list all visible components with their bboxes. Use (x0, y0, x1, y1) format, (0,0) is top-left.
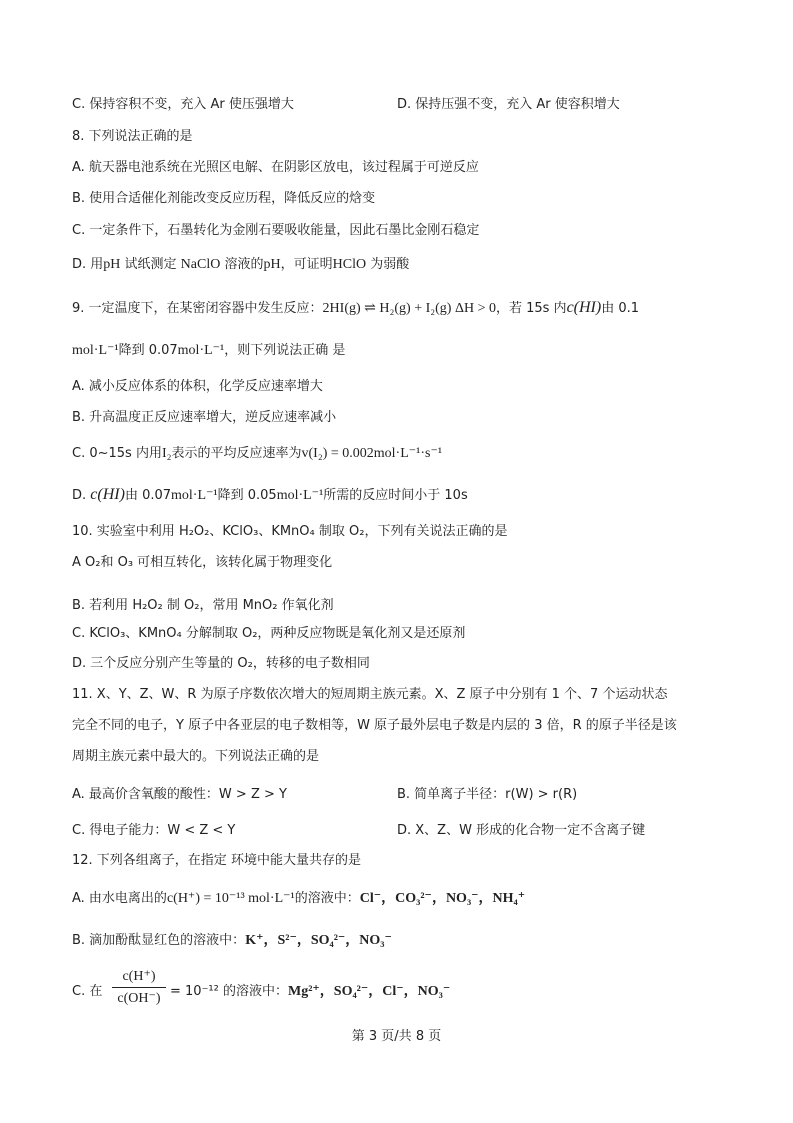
q8-d-mid1: 试纸测定 (120, 257, 181, 272)
q11-option-d: D. X、Z、W 形成的化合物一定不含离子键 (397, 823, 646, 838)
q12-option-c (170, 983, 450, 1001)
q9-c-mid: 表示的平均反应速率为 (171, 446, 302, 461)
q9-c-rate: v(I₂) = 0.002mol·L⁻¹·s⁻¹ (301, 446, 443, 461)
q12-c-ions: Mg²⁺，SO₄²⁻，Cl⁻，NO₃⁻ (287, 984, 451, 999)
q11-stem-line3: 周期主族元素中最大的。下列说法正确的是 (72, 749, 320, 764)
q8-d-ph2: pH (263, 257, 281, 272)
q11-option-b: B. 简单离子半径：r(W) > r(R) (397, 787, 578, 802)
q12-option-b (72, 932, 392, 950)
q12-option-a (72, 890, 525, 908)
q12-stem: 12. 下列各组离子，在指定 环境中能大量共存的是 (72, 853, 361, 868)
q9-option-c (72, 445, 442, 463)
q9-d-end: 所需的反应时间小于 10s (323, 488, 468, 503)
q8-option-c: C. 一定条件下，石墨转化为金刚石要吸收能量，因此石墨比金刚石稳定 (72, 223, 480, 238)
q9-option-a: A. 减小反应体系的体积，化学反应速率增大 (72, 379, 323, 394)
q11-stem-line2: 完全不同的电子，Y 原子中各亚层的电子数相等，W 原子最外层电子数是内层的 3 倍，R 的原子半径是该 (72, 718, 677, 733)
q12-a-mid: 的溶液中： (294, 891, 360, 906)
q8-option-b: B. 使用合适催化剂能改变反应历程，降低反应的焓变 (72, 191, 376, 206)
q8-d-hclo: HClO (332, 257, 367, 272)
q8-option-d (72, 256, 409, 274)
q9-line2-mid: 降到 0.07 (118, 343, 178, 358)
fraction-bar (112, 987, 166, 988)
q7-option-d: D. 保持压强不变，充入 Ar 使容积增大 (397, 97, 620, 112)
q8-d-naclo: NaClO (180, 257, 221, 272)
q12-option-c-pre: C. 在 (72, 984, 103, 999)
q8-d-pre: D. 用 (72, 257, 104, 272)
q9-unit1: mol·L⁻¹ (72, 343, 119, 358)
q9-stem-end: 由 0.1 (601, 301, 640, 316)
q8-d-end: 为弱酸 (366, 257, 410, 272)
q8-stem: 8. 下列说法正确的是 (72, 129, 193, 144)
q9-equation: 2HI(g) ⇌ H₂(g) + I₂(g) ΔH > 0 (322, 301, 496, 316)
q9-stem-mid: ，若 15s 内 (495, 301, 567, 316)
q11-stem-line1: 11. X、Y、Z、W、R 为原子序数依次增大的短周期主族元素。X、Z 原子中分别有 1 个、7 个运动状态 (72, 687, 668, 702)
q8-d-ph1: pH (103, 257, 121, 272)
q9-unit2: mol·L⁻¹ (177, 343, 225, 358)
q11-option-a: A. 最高价含氧酸的酸性：W > Z > Y (72, 787, 287, 802)
q11-option-c: C. 得电子能力：W < Z < Y (72, 823, 236, 838)
q12-c-val: = 10⁻¹² 的溶液中： (170, 984, 288, 999)
q9-d-unit2: mol·L⁻¹ (276, 488, 324, 503)
q9-d-unit1: mol·L⁻¹ (171, 488, 218, 503)
q10-option-a: A O₂和 O₃ 可相互转化，该转化属于物理变化 (72, 555, 333, 570)
q9-stem (72, 299, 639, 318)
q10-stem: 10. 实验室中利用 H₂O₂、KClO₃、KMnO₄ 制取 O₂，下列有关说法正确的是 (72, 524, 508, 539)
q9-d-mid2: 降到 0.05 (217, 488, 277, 503)
q12-b-pre: B. 滴加酚酞显红色的溶液中： (72, 933, 246, 948)
q9-d-c: c(HI) (90, 486, 125, 503)
q10-option-b: B. 若利用 H₂O₂ 制 O₂，常用 MnO₂ 作氧化剂 (72, 598, 334, 613)
q10-option-c: C. KClO₃、KMnO₄ 分解制取 O₂，两种反应物既是氧化剂又是还原剂 (72, 626, 466, 641)
q9-c-hi: c(HI) (566, 299, 602, 316)
q9-c-i2: I₂ (161, 446, 172, 461)
q9-option-d (72, 486, 468, 505)
q7-option-c: C. 保持容积不变，充入 Ar 使压强增大 (72, 97, 294, 112)
q12-a-pre: A. 由水电离出的 (72, 891, 167, 906)
q8-option-a: A. 航天器电池系统在光照区电解、在阴影区放电，该过程属于可逆反应 (72, 160, 479, 175)
q9-d-pre: D. (72, 488, 87, 503)
q8-d-mid3: ，可证明 (280, 257, 333, 272)
q9-c-pre: C. 0~15s 内用 (72, 446, 162, 461)
q12-c-numerator: c(H⁺) (122, 969, 156, 984)
q10-option-d: D. 三个反应分别产生等量的 O₂，转移的电子数相同 (72, 656, 370, 671)
q9-d-mid1: 由 0.07 (124, 488, 172, 503)
q9-line2-end: ，则下列说法正确 是 (224, 343, 346, 358)
q12-a-ions: Cl⁻，CO₃²⁻，NO₃⁻，NH₄⁺ (359, 891, 526, 906)
q8-d-mid2: 溶液的 (220, 257, 264, 272)
q9-stem-line2 (72, 342, 345, 360)
page-footer: 第 3 页/共 8 页 (351, 1029, 442, 1044)
q9-option-b: B. 升高温度正反应速率增大，逆反应速率减小 (72, 410, 337, 425)
q12-b-ions: K⁺，S²⁻，SO₄²⁻，NO₃⁻ (245, 933, 392, 948)
q12-c-denominator: c(OH⁻) (117, 991, 161, 1006)
q12-c-fraction (112, 968, 166, 1007)
q12-a-cond: c(H⁺) = 10⁻¹³ mol·L⁻¹ (166, 891, 295, 906)
q9-stem-pre: 9. 一定温度下，在某密闭容器中发生反应： (72, 301, 323, 316)
